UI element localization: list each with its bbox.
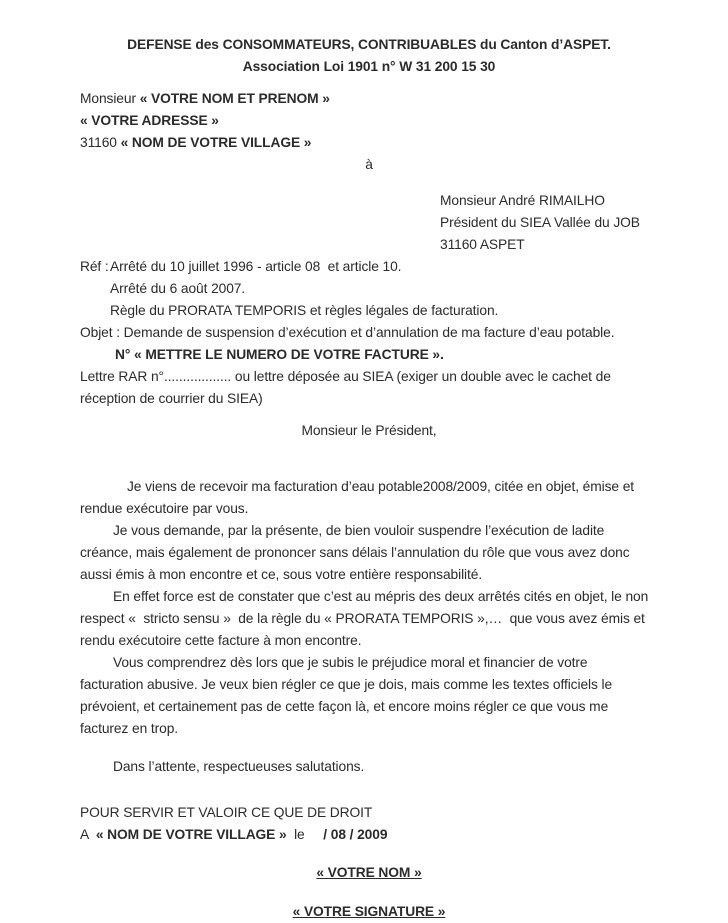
recipient-block [440,190,658,256]
association-header [80,34,658,78]
sender-salutation: Monsieur [80,91,140,106]
to-word: à [365,157,373,172]
place-village-placeholder: « NOM DE VOTRE VILLAGE » [95,827,287,842]
association-title: DEFENSE des CONSOMMATEURS, CONTRIBUABLES du Canton d’ASPET. [127,37,611,52]
sender-address-placeholder: « VOTRE ADRESSE » [80,113,219,128]
body-paragraph-2: Je vous demande, par la présente, de bien vouloir suspendre l’exécution de ladite créance, mais également de prononcer sans délais l’annulation du rôle que vous avez donc aussi émis à mon encontre et ce, sous votre entière responsabilité. [80,523,634,582]
place-date-line [80,824,658,846]
signature-placeholder: « VOTRE SIGNATURE » [292,904,446,919]
reference-block [80,256,658,322]
place-le-word: le [286,827,324,842]
invoice-number-placeholder: N° « METTRE LE NUMERO DE VOTRE FACTURE ». [115,347,444,362]
sender-village-placeholder: « NOM DE VOTRE VILLAGE » [120,135,312,150]
sender-name-line [80,88,658,110]
signature-name-placeholder: « VOTRE NOM » [316,865,422,880]
recipient-title: Président du SIEA Vallée du JOB [440,215,640,230]
recipient-name: Monsieur André RIMAILHO [440,193,605,208]
body-paragraph-4: Vous comprendrez dès lors que je subis le préjudice moral et financier de votre facturation abusive. Je veux bien régler ce que je dois, mais comme les textes officiels le prévoient, et certainement pas de cette façon là, et encore moins régler ce que vous me facturez en trop. [80,655,616,736]
reference-text-1: Arrêté du 10 juillet 1996 - article 08 et article 10. [110,259,402,274]
body-paragraph-3: En effet force est de constater que c’est au mépris des deux arrêtés cités en objet, le non respect « stricto sensu » de la règle du « PRORATA TEMPORIS »,… que vous avez émis et rendu exécutoire cette facture à mon encontre. [80,589,652,648]
subject-block [80,322,658,366]
reference-line-2: Arrêté du 6 août 2007. [110,281,246,296]
salutation-line: Monsieur le Président, [301,423,437,438]
body-paragraph-1: Je viens de recevoir ma facturation d’eau potable2008/2009, citée en objet, émise et rendue exécutoire par vous. [80,479,638,516]
reference-line-3: Règle du PRORATA TEMPORIS et règles légales de facturation. [110,303,499,318]
rar-note: Lettre RAR n°.................. ou lettre déposée au SIEA (exiger un double avec le cachet de réception de courrier du SIEA) [80,369,615,406]
subject-line: Objet : Demande de suspension d’exécution et d’annulation de ma facture d’eau potable. [80,325,615,340]
sender-name-placeholder: « VOTRE NOM ET PRENOM » [139,91,330,106]
legal-block [80,802,658,846]
place-prefix: A [80,827,96,842]
reference-line-1 [80,256,658,278]
sender-block [80,88,658,154]
sender-village-line [80,132,658,154]
date-value: / 08 / 2009 [323,827,388,842]
reference-label: Réf : [80,259,109,274]
association-registration: Association Loi 1901 n° W 31 200 15 30 [242,59,496,74]
recipient-city: 31160 ASPET [440,237,525,252]
legal-line: POUR SERVIR ET VALOIR CE QUE DE DROIT [80,805,373,820]
letter-body [80,476,658,740]
sender-postal-code: 31160 [80,135,121,150]
closing-line: Dans l’attente, respectueuses salutations. [113,759,365,774]
